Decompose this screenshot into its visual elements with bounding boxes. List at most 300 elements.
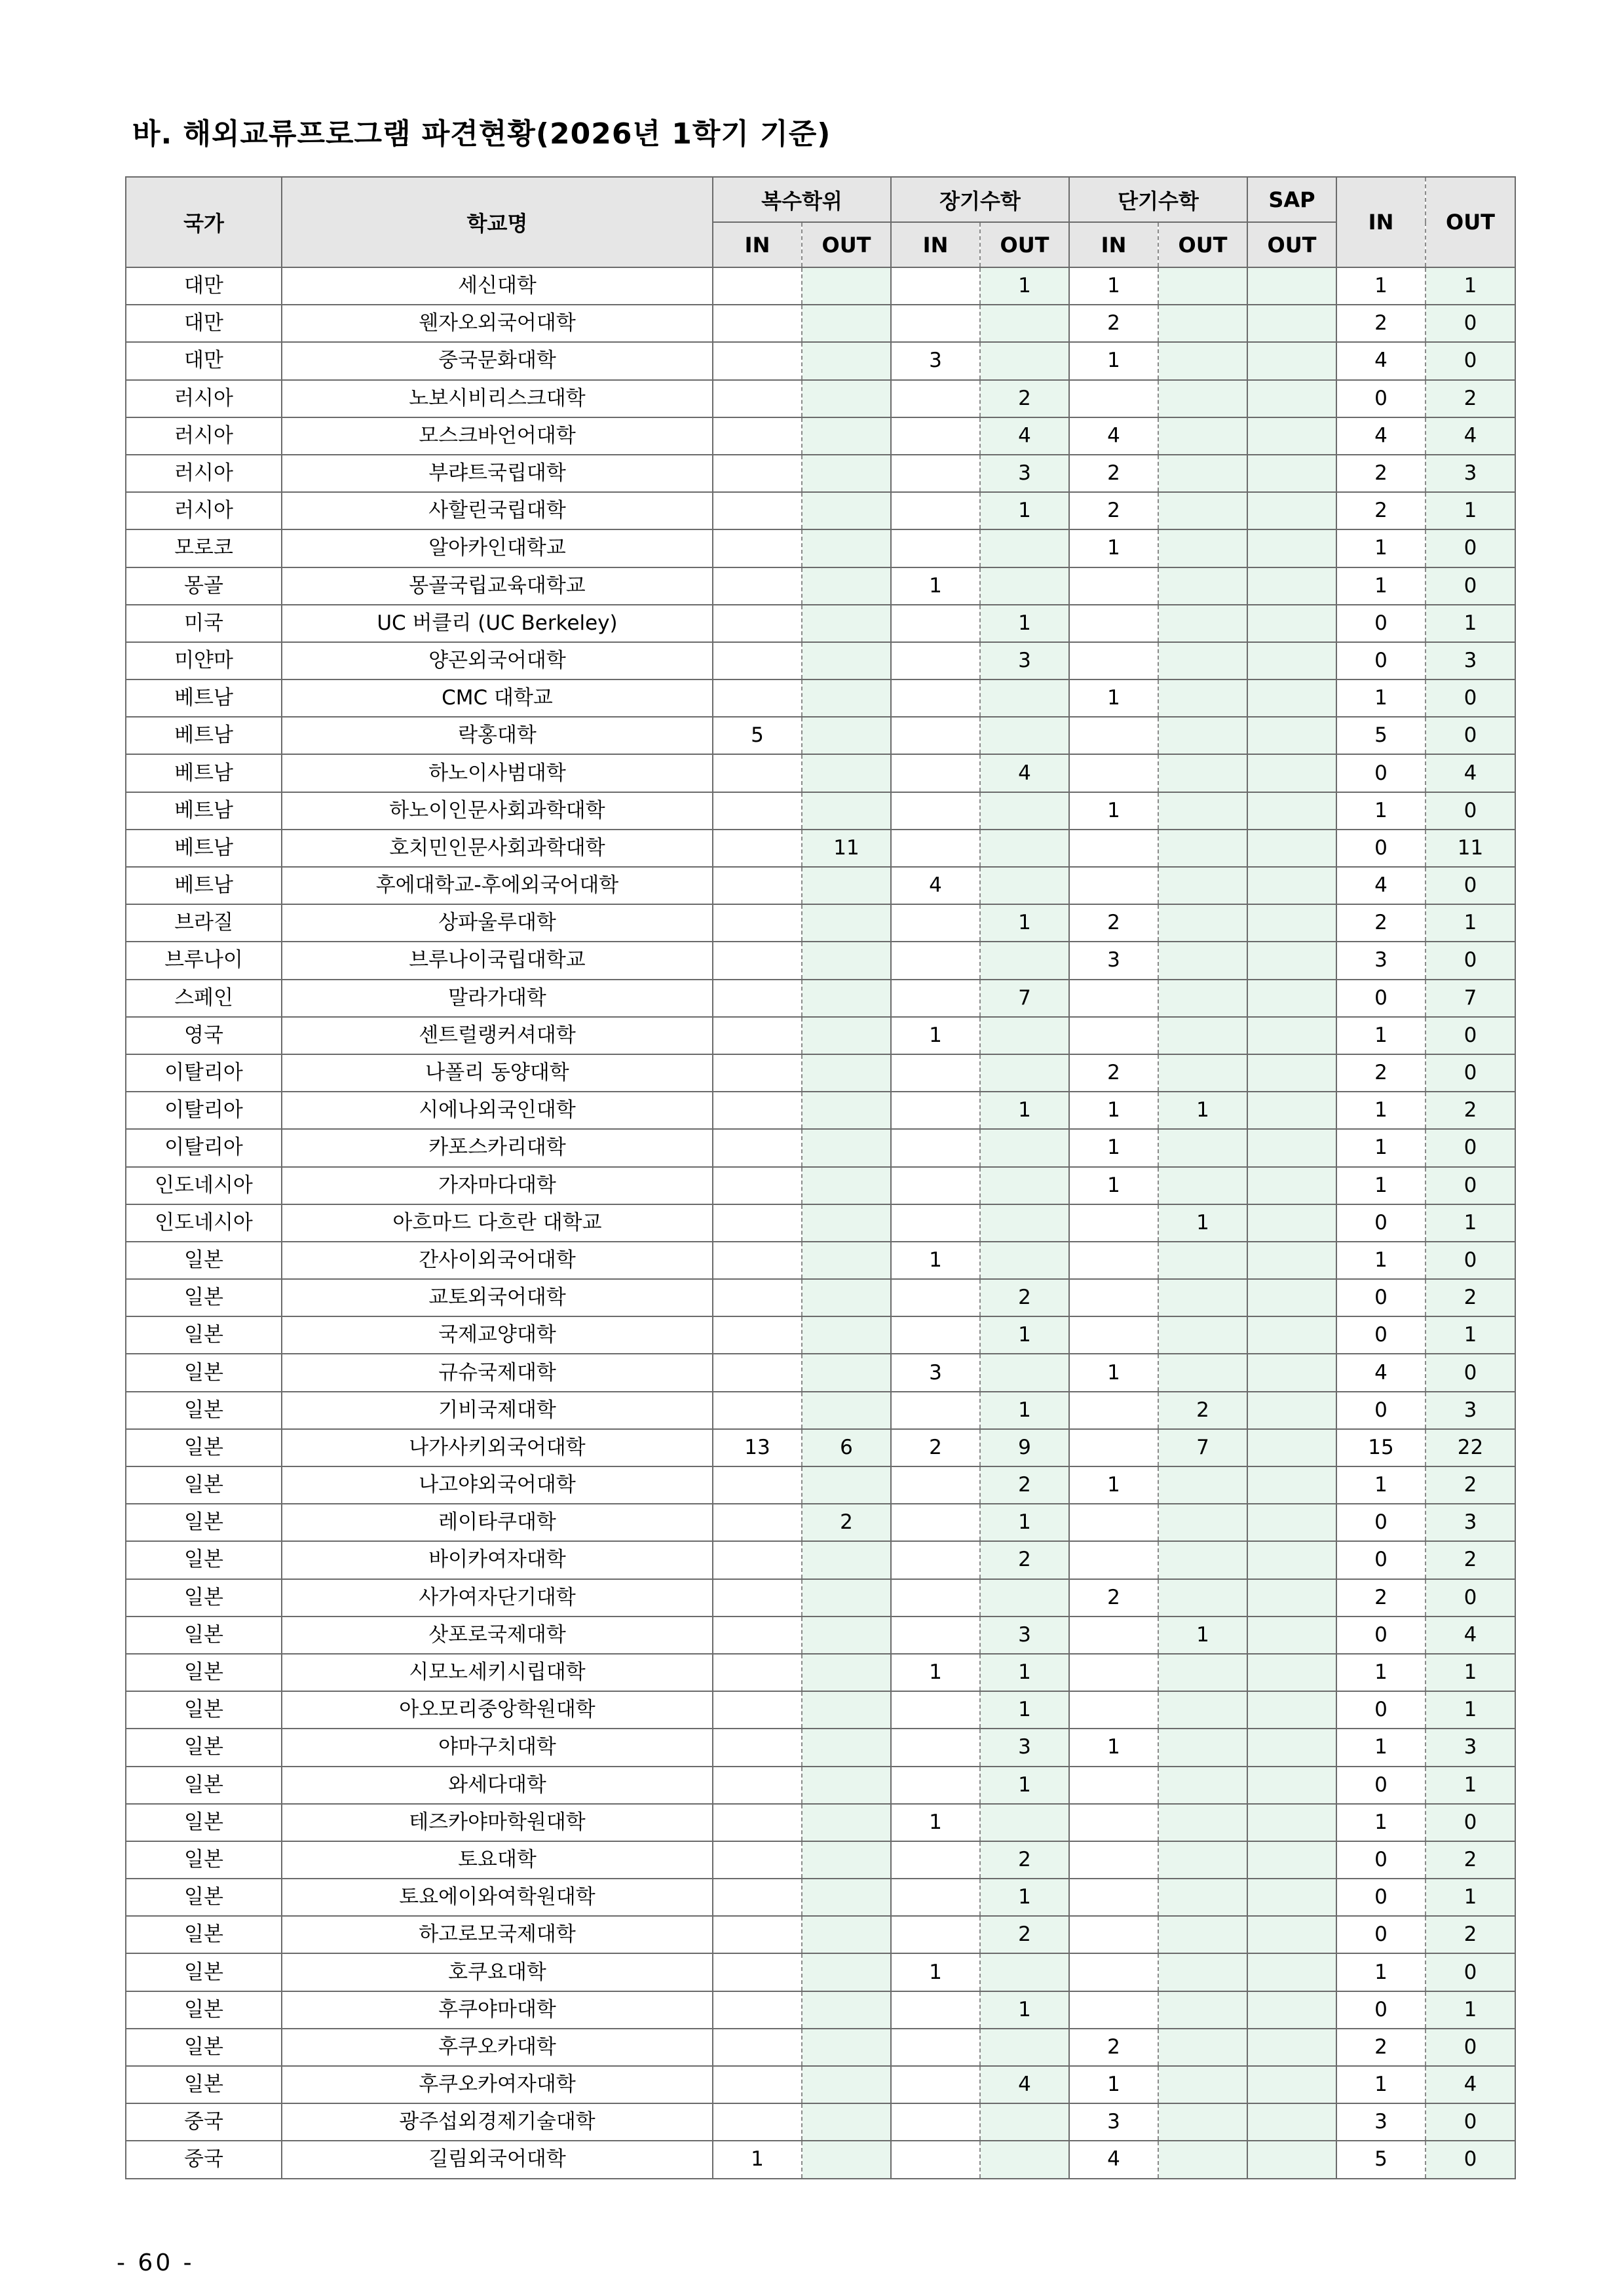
cell-sap-out — [1247, 529, 1336, 567]
cell-long-in — [891, 717, 980, 754]
cell-school: 와세다대학 — [282, 1767, 713, 1804]
cell-dual-in: 5 — [713, 717, 802, 754]
cell-short-out — [1158, 1541, 1247, 1578]
cell-dual-out — [802, 492, 891, 529]
cell-short-in: 1 — [1069, 267, 1158, 305]
cell-total-in: 1 — [1336, 1729, 1426, 1766]
cell-short-in — [1069, 1804, 1158, 1841]
cell-long-in: 3 — [891, 1354, 980, 1391]
cell-short-out — [1158, 1804, 1247, 1841]
cell-total-out: 0 — [1426, 342, 1515, 379]
cell-school: 삿포로국제대학 — [282, 1617, 713, 1654]
cell-total-out: 0 — [1426, 792, 1515, 830]
cell-total-in: 4 — [1336, 1354, 1426, 1391]
table-row — [126, 1017, 1515, 1054]
cell-long-out — [980, 305, 1069, 342]
cell-dual-in — [713, 380, 802, 417]
cell-long-in — [891, 2066, 980, 2103]
cell-long-out — [980, 2141, 1069, 2178]
cell-short-out — [1158, 1879, 1247, 1916]
cell-long-in — [891, 1691, 980, 1729]
cell-sap-out — [1247, 980, 1336, 1017]
cell-short-out — [1158, 942, 1247, 979]
cell-sap-out — [1247, 455, 1336, 492]
cell-total-in: 2 — [1336, 305, 1426, 342]
cell-short-in: 1 — [1069, 792, 1158, 830]
cell-long-out: 1 — [980, 1092, 1069, 1129]
cell-dual-out — [802, 2103, 891, 2141]
cell-sap-out — [1247, 1129, 1336, 1166]
cell-long-in: 1 — [891, 1953, 980, 1991]
cell-sap-out — [1247, 1017, 1336, 1054]
cell-short-in — [1069, 1279, 1158, 1316]
cell-sap-out — [1247, 1242, 1336, 1279]
cell-long-in: 1 — [891, 567, 980, 605]
cell-long-in — [891, 980, 980, 1017]
cell-total-in: 0 — [1336, 1541, 1426, 1578]
cell-dual-out — [802, 980, 891, 1017]
cell-school: 노보시비리스크대학 — [282, 380, 713, 417]
cell-short-out — [1158, 1916, 1247, 1953]
header-total-out: OUT — [1426, 177, 1515, 267]
header-short-out: OUT — [1158, 222, 1247, 267]
cell-short-out — [1158, 1841, 1247, 1879]
table-row — [126, 642, 1515, 679]
cell-long-in — [891, 1129, 980, 1166]
cell-total-out: 1 — [1426, 1991, 1515, 2029]
cell-school: 후쿠오카여자대학 — [282, 2066, 713, 2103]
cell-long-in — [891, 1279, 980, 1316]
cell-total-in: 2 — [1336, 455, 1426, 492]
cell-long-in — [891, 1991, 980, 2029]
cell-long-out — [980, 1017, 1069, 1054]
cell-total-out: 2 — [1426, 1916, 1515, 1953]
table-body — [126, 267, 1515, 2179]
cell-long-out: 1 — [980, 1767, 1069, 1804]
cell-short-in: 1 — [1069, 1129, 1158, 1166]
cell-total-in: 0 — [1336, 380, 1426, 417]
cell-school: 아흐마드 다흐란 대학교 — [282, 1204, 713, 1242]
cell-country: 중국 — [126, 2141, 282, 2178]
cell-sap-out — [1247, 492, 1336, 529]
cell-short-out — [1158, 904, 1247, 942]
cell-dual-out — [802, 1167, 891, 1204]
cell-short-out — [1158, 1991, 1247, 2029]
cell-total-in: 1 — [1336, 679, 1426, 717]
cell-short-out — [1158, 642, 1247, 679]
cell-short-out — [1158, 1729, 1247, 1766]
cell-short-out — [1158, 2141, 1247, 2178]
cell-long-in — [891, 1541, 980, 1578]
cell-country: 몽골 — [126, 567, 282, 605]
cell-sap-out — [1247, 1953, 1336, 1991]
cell-sap-out — [1247, 867, 1336, 904]
cell-country: 일본 — [126, 1242, 282, 1279]
cell-short-out — [1158, 1691, 1247, 1729]
cell-short-in — [1069, 1879, 1158, 1916]
cell-dual-out — [802, 1242, 891, 1279]
cell-dual-out — [802, 679, 891, 717]
cell-short-in: 2 — [1069, 492, 1158, 529]
cell-total-out: 2 — [1426, 1466, 1515, 1504]
cell-dual-out — [802, 1017, 891, 1054]
header-dual-in: IN — [713, 222, 802, 267]
cell-sap-out — [1247, 1167, 1336, 1204]
table-row — [126, 1504, 1515, 1541]
cell-sap-out — [1247, 567, 1336, 605]
cell-dual-in — [713, 830, 802, 867]
cell-short-out — [1158, 830, 1247, 867]
cell-dual-in — [713, 1916, 802, 1953]
cell-long-out: 4 — [980, 754, 1069, 792]
cell-country: 대만 — [126, 305, 282, 342]
cell-sap-out — [1247, 904, 1336, 942]
cell-dual-in — [713, 1466, 802, 1504]
cell-long-out: 4 — [980, 417, 1069, 455]
cell-country: 일본 — [126, 1279, 282, 1316]
cell-dual-in — [713, 1316, 802, 1354]
cell-short-out — [1158, 1579, 1247, 1617]
cell-school: 양곤외국어대학 — [282, 642, 713, 679]
cell-total-in: 0 — [1336, 1392, 1426, 1429]
cell-long-in — [891, 305, 980, 342]
header-long-out: OUT — [980, 222, 1069, 267]
table-row — [126, 1316, 1515, 1354]
cell-country: 일본 — [126, 1579, 282, 1617]
cell-school: 카포스카리대학 — [282, 1129, 713, 1166]
cell-long-out: 1 — [980, 1691, 1069, 1729]
cell-long-in — [891, 1054, 980, 1092]
cell-short-in — [1069, 867, 1158, 904]
cell-country: 미얀마 — [126, 642, 282, 679]
cell-long-in — [891, 2103, 980, 2141]
cell-country: 미국 — [126, 605, 282, 642]
cell-long-out: 1 — [980, 1392, 1069, 1429]
cell-dual-in — [713, 267, 802, 305]
cell-short-in: 1 — [1069, 1729, 1158, 1766]
cell-school: 테즈카야마학원대학 — [282, 1804, 713, 1841]
cell-long-out: 3 — [980, 642, 1069, 679]
cell-school: 알아카인대학교 — [282, 529, 713, 567]
cell-school: 하노이인문사회과학대학 — [282, 792, 713, 830]
cell-dual-out — [802, 342, 891, 379]
cell-country: 일본 — [126, 1841, 282, 1879]
cell-country: 일본 — [126, 1767, 282, 1804]
cell-total-out: 2 — [1426, 1541, 1515, 1578]
table-row — [126, 380, 1515, 417]
cell-sap-out — [1247, 1054, 1336, 1092]
table-row — [126, 754, 1515, 792]
cell-short-in: 1 — [1069, 679, 1158, 717]
cell-long-in — [891, 380, 980, 417]
cell-long-in — [891, 492, 980, 529]
cell-country: 일본 — [126, 1916, 282, 1953]
cell-long-out — [980, 1054, 1069, 1092]
cell-school: 호치민인문사회과학대학 — [282, 830, 713, 867]
cell-total-out: 0 — [1426, 1953, 1515, 1991]
cell-total-out: 0 — [1426, 2029, 1515, 2066]
cell-dual-out — [802, 1129, 891, 1166]
cell-total-in: 5 — [1336, 717, 1426, 754]
cell-dual-in — [713, 1541, 802, 1578]
cell-school: 야마구치대학 — [282, 1729, 713, 1766]
header-dual-degree: 복수학위 — [713, 177, 891, 222]
cell-total-in: 1 — [1336, 1466, 1426, 1504]
table-row — [126, 1691, 1515, 1729]
cell-school: 말라가대학 — [282, 980, 713, 1017]
cell-total-out: 1 — [1426, 492, 1515, 529]
cell-dual-out — [802, 1392, 891, 1429]
cell-total-out: 3 — [1426, 1392, 1515, 1429]
cell-total-in: 1 — [1336, 529, 1426, 567]
cell-short-in — [1069, 1541, 1158, 1578]
cell-long-out: 9 — [980, 1429, 1069, 1466]
cell-country: 일본 — [126, 1541, 282, 1578]
cell-short-in — [1069, 1654, 1158, 1691]
cell-short-out — [1158, 1242, 1247, 1279]
cell-dual-in — [713, 1204, 802, 1242]
page-title: 바. 해외교류프로그램 파견현황(2026년 1학기 기준) — [132, 117, 831, 151]
cell-country: 일본 — [126, 2029, 282, 2066]
cell-country: 이탈리아 — [126, 1054, 282, 1092]
cell-dual-out: 6 — [802, 1429, 891, 1466]
table-row — [126, 717, 1515, 754]
table-row — [126, 1617, 1515, 1654]
cell-school: 하노이사범대학 — [282, 754, 713, 792]
cell-total-out: 0 — [1426, 1804, 1515, 1841]
cell-long-in — [891, 1879, 980, 1916]
cell-country: 러시아 — [126, 417, 282, 455]
cell-country: 이탈리아 — [126, 1092, 282, 1129]
cell-total-in: 0 — [1336, 1916, 1426, 1953]
cell-total-out: 0 — [1426, 305, 1515, 342]
exchange-dispatch-table — [125, 176, 1516, 2179]
cell-total-in: 0 — [1336, 1841, 1426, 1879]
cell-short-out — [1158, 267, 1247, 305]
cell-total-in: 0 — [1336, 980, 1426, 1017]
cell-total-out: 3 — [1426, 455, 1515, 492]
cell-short-out — [1158, 529, 1247, 567]
cell-short-out — [1158, 754, 1247, 792]
cell-dual-in — [713, 1242, 802, 1279]
cell-short-out — [1158, 380, 1247, 417]
cell-long-in: 1 — [891, 1654, 980, 1691]
cell-dual-in — [713, 942, 802, 979]
cell-sap-out — [1247, 1092, 1336, 1129]
cell-school: 나폴리 동양대학 — [282, 1054, 713, 1092]
header-school: 학교명 — [282, 177, 713, 267]
cell-long-in — [891, 2029, 980, 2066]
cell-long-in — [891, 1092, 980, 1129]
cell-sap-out — [1247, 830, 1336, 867]
cell-short-out — [1158, 1354, 1247, 1391]
cell-dual-out — [802, 2029, 891, 2066]
cell-dual-in — [713, 492, 802, 529]
cell-long-out: 1 — [980, 1991, 1069, 2029]
cell-total-out: 0 — [1426, 942, 1515, 979]
cell-short-in: 2 — [1069, 904, 1158, 942]
table-row — [126, 267, 1515, 305]
table-row — [126, 1654, 1515, 1691]
cell-dual-in — [713, 1729, 802, 1766]
cell-long-in — [891, 1316, 980, 1354]
cell-short-in: 1 — [1069, 1167, 1158, 1204]
cell-country: 일본 — [126, 1429, 282, 1466]
cell-short-in: 3 — [1069, 2103, 1158, 2141]
header-long-term: 장기수학 — [891, 177, 1069, 222]
cell-total-in: 0 — [1336, 1504, 1426, 1541]
cell-total-out: 0 — [1426, 567, 1515, 605]
header-country: 국가 — [126, 177, 282, 267]
cell-long-in — [891, 754, 980, 792]
cell-country: 인도네시아 — [126, 1204, 282, 1242]
cell-short-in — [1069, 642, 1158, 679]
cell-total-out: 2 — [1426, 1092, 1515, 1129]
cell-total-in: 0 — [1336, 1879, 1426, 1916]
cell-long-in — [891, 1841, 980, 1879]
cell-long-in — [891, 605, 980, 642]
cell-dual-in — [713, 1767, 802, 1804]
cell-sap-out — [1247, 1504, 1336, 1541]
cell-short-in — [1069, 1953, 1158, 1991]
table-row — [126, 1054, 1515, 1092]
cell-school: 부랴트국립대학 — [282, 455, 713, 492]
cell-school: 광주섭외경제기술대학 — [282, 2103, 713, 2141]
cell-long-out — [980, 2029, 1069, 2066]
cell-dual-out — [802, 1092, 891, 1129]
cell-total-out: 0 — [1426, 1017, 1515, 1054]
cell-dual-out — [802, 1316, 891, 1354]
cell-short-in: 4 — [1069, 417, 1158, 455]
cell-school: 락홍대학 — [282, 717, 713, 754]
cell-short-out — [1158, 2066, 1247, 2103]
cell-dual-in — [713, 305, 802, 342]
cell-long-out: 1 — [980, 1316, 1069, 1354]
cell-dual-in — [713, 642, 802, 679]
cell-long-out: 2 — [980, 380, 1069, 417]
cell-short-out — [1158, 1129, 1247, 1166]
table-row — [126, 1879, 1515, 1916]
cell-total-in: 5 — [1336, 2141, 1426, 2178]
cell-sap-out — [1247, 717, 1336, 754]
cell-long-in: 1 — [891, 1017, 980, 1054]
cell-dual-in — [713, 754, 802, 792]
cell-country: 일본 — [126, 1691, 282, 1729]
cell-sap-out — [1247, 2066, 1336, 2103]
cell-dual-out — [802, 642, 891, 679]
cell-total-out: 1 — [1426, 1654, 1515, 1691]
cell-long-out: 2 — [980, 1916, 1069, 1953]
header-sap-out: OUT — [1247, 222, 1336, 267]
cell-total-in: 1 — [1336, 567, 1426, 605]
table-row — [126, 980, 1515, 1017]
cell-total-in: 0 — [1336, 1691, 1426, 1729]
table-row — [126, 830, 1515, 867]
cell-dual-in — [713, 529, 802, 567]
cell-dual-in — [713, 1354, 802, 1391]
cell-short-out — [1158, 1654, 1247, 1691]
table-row — [126, 1242, 1515, 1279]
cell-short-out — [1158, 1167, 1247, 1204]
cell-country: 대만 — [126, 342, 282, 379]
cell-short-in — [1069, 1617, 1158, 1654]
cell-country: 대만 — [126, 267, 282, 305]
cell-dual-in — [713, 1279, 802, 1316]
cell-dual-in — [713, 792, 802, 830]
cell-total-in: 1 — [1336, 1242, 1426, 1279]
cell-total-in: 1 — [1336, 2066, 1426, 2103]
cell-dual-out — [802, 1204, 891, 1242]
cell-sap-out — [1247, 417, 1336, 455]
cell-long-out: 3 — [980, 1617, 1069, 1654]
cell-sap-out — [1247, 1204, 1336, 1242]
cell-dual-out — [802, 792, 891, 830]
table-row — [126, 2029, 1515, 2066]
table-row — [126, 1953, 1515, 1991]
cell-long-in: 1 — [891, 1242, 980, 1279]
cell-total-out: 2 — [1426, 1841, 1515, 1879]
cell-country: 인도네시아 — [126, 1167, 282, 1204]
cell-long-in — [891, 830, 980, 867]
cell-country: 일본 — [126, 1504, 282, 1541]
cell-long-out: 3 — [980, 455, 1069, 492]
cell-total-in: 3 — [1336, 942, 1426, 979]
cell-total-in: 1 — [1336, 1129, 1426, 1166]
cell-sap-out — [1247, 2029, 1336, 2066]
cell-dual-in — [713, 417, 802, 455]
cell-long-out: 1 — [980, 605, 1069, 642]
cell-dual-in — [713, 605, 802, 642]
cell-total-in: 1 — [1336, 1953, 1426, 1991]
cell-long-out — [980, 792, 1069, 830]
cell-dual-out — [802, 717, 891, 754]
cell-total-out: 0 — [1426, 1054, 1515, 1092]
cell-school: 몽골국립교육대학교 — [282, 567, 713, 605]
cell-short-in: 2 — [1069, 2029, 1158, 2066]
cell-total-in: 0 — [1336, 1204, 1426, 1242]
cell-total-out: 2 — [1426, 1279, 1515, 1316]
cell-dual-out — [802, 904, 891, 942]
cell-short-in — [1069, 1991, 1158, 2029]
cell-total-out: 1 — [1426, 267, 1515, 305]
cell-school: 시에나외국인대학 — [282, 1092, 713, 1129]
cell-total-out: 22 — [1426, 1429, 1515, 1466]
cell-sap-out — [1247, 1617, 1336, 1654]
table-header — [126, 177, 1515, 267]
cell-total-out: 1 — [1426, 605, 1515, 642]
cell-school: 시모노세키시립대학 — [282, 1654, 713, 1691]
cell-country: 일본 — [126, 1392, 282, 1429]
cell-long-out: 2 — [980, 1466, 1069, 1504]
table-row — [126, 1092, 1515, 1129]
cell-dual-in — [713, 567, 802, 605]
cell-dual-out — [802, 2066, 891, 2103]
table-row — [126, 2103, 1515, 2141]
cell-long-out: 4 — [980, 2066, 1069, 2103]
cell-country: 일본 — [126, 1316, 282, 1354]
cell-short-out — [1158, 1767, 1247, 1804]
cell-dual-out — [802, 1991, 891, 2029]
cell-dual-out — [802, 1916, 891, 1953]
cell-total-out: 1 — [1426, 1204, 1515, 1242]
cell-total-out: 1 — [1426, 1767, 1515, 1804]
cell-long-out: 1 — [980, 1504, 1069, 1541]
table-row — [126, 792, 1515, 830]
cell-sap-out — [1247, 2141, 1336, 2178]
cell-short-in — [1069, 1841, 1158, 1879]
cell-long-out — [980, 1804, 1069, 1841]
table-row — [126, 1392, 1515, 1429]
